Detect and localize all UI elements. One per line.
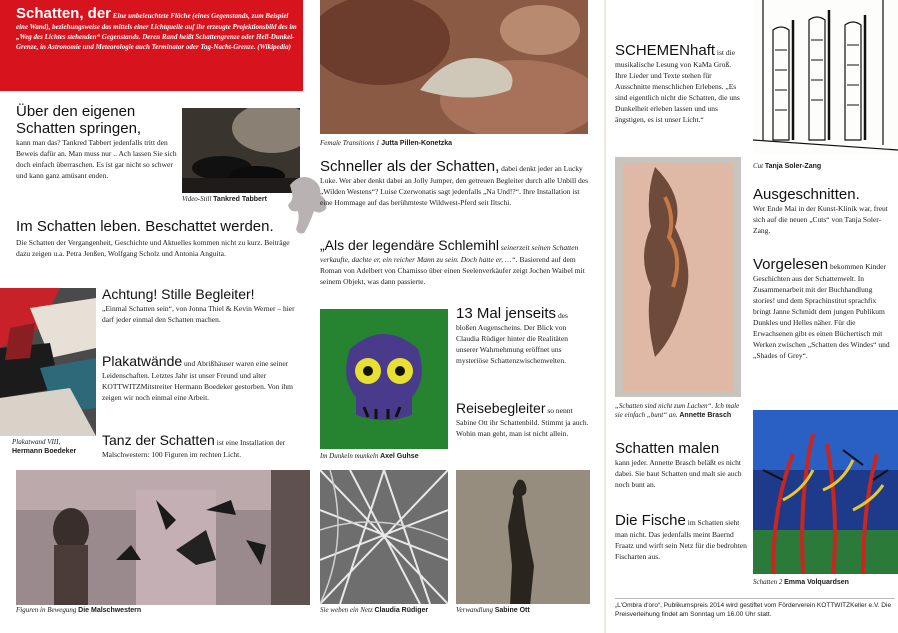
caption-italic: „Schatten sind nicht zum Lachen“. Ich male sie einfach „bunt“ an. (615, 402, 740, 419)
section-title: 13 Mal jenseits (456, 305, 557, 322)
photo-emma-volquardsen (753, 410, 898, 574)
caption-name: Tankred Tabbert (213, 196, 267, 203)
caption-volquardsen (753, 578, 898, 587)
section-die-fische (615, 512, 747, 562)
caption-italic: Plakatwand VIII, (12, 438, 61, 446)
caption-italic: Female Transitions 1 (320, 139, 380, 147)
caption-cut (753, 162, 898, 171)
section-body (753, 256, 893, 361)
cut-drawing-image (753, 0, 898, 155)
section-body (615, 512, 747, 562)
section-schemenhaft (615, 42, 743, 125)
section-vorgelesen (753, 256, 893, 361)
caption-italic: Video-Still (182, 195, 212, 203)
section-text: kann jeder. Annette Brasch beläßt es nicht dabei. Sie baut Schatten und malt sie auch noch bunt an. (615, 458, 742, 489)
section-title: SCHEMENhaft (615, 42, 716, 59)
section-body (102, 432, 302, 460)
section-text: dabei denkt jeder an Lucky Luke. Wer aber denkt dabei an Jolly Jumper, den getreuen Begleiter durch alle Unbill des „Wilden Westens“? Luise Czerwonatis sagt jedenfalls „Na Und!?“. Ihre Installation ist eine Hommage auf das berühmteste Wildwest-Pferd seit Iltschi. (320, 164, 589, 207)
section-tanz-der-schatten (102, 432, 302, 460)
section-text: Wer Ende Mai in der Kunst-Klinik war, freut sich auf die neuen „Cuts“ von Tanja Soler-Zang. (753, 204, 888, 235)
section-stille-begleiter (102, 286, 302, 325)
footer-text: „L'Ombra d'oro“, Publikumspreis 2014 wird gestiftet vom Förderverein KOTTWITZKeller e.V. Die Preisverleihung findet am Sonntag um 16.00 Uhr statt. (615, 602, 892, 618)
section-body (102, 353, 302, 403)
photo-annette-brasch (615, 157, 741, 397)
photo-malschwestern (16, 470, 310, 605)
caption-italic: Figuren in Bewegung (16, 606, 77, 614)
caption-name: Hermann Boedeker (12, 448, 77, 455)
section-title: Ausgeschnitten. (753, 186, 860, 203)
section-schneller (320, 158, 590, 208)
intro-box (0, 0, 303, 91)
painting-image (320, 0, 588, 134)
section-text: „Einmal Schatten sein“, von Jonna Thiel & Kevin Werner – hier darf jeder einmal den Schatten machen. (102, 304, 295, 324)
photo-claudia-ruediger (320, 470, 448, 604)
section-title: Achtung! Stille Begleiter! (102, 286, 255, 302)
section-title: Die Fische (615, 512, 686, 529)
section-text: bekommen Kinder Geschichten aus der Schattenwelt. In Zusammenarbeit mit der Buchhandlung stories! und dem Sprachinstitut sprachfix bringt Janne Schmidt dem jungen Publikum Dunkles und Helles näher. Für die Erwachsenen gibt es einen Büchertisch mit Werken zwischen „Schatten des Windes“ und „Shades of Grey“. (753, 262, 890, 360)
caption-name: Jutta Pillen-Konetzka (381, 140, 453, 147)
photo-sabine-ott (456, 470, 590, 604)
section-text: Die Schatten der Vergangenheit, Geschichte und Aktuelles kommen nicht zu kurz. Beiträge dazu zeigen u.a. Petra Jenßen, Wolfgang Scholz und Antonia Anguita. (16, 238, 290, 258)
section-body (456, 400, 590, 439)
intro-definition: Eine unbeleuchtete Fläche (eines Gegenstands, zum Beispiel eine Wand), beziehungsweise das mittels einer Lichtquelle auf ihr erzeugte Projektionsbild des im „Weg des Lichtes stehenden“ Gegenstands. Deren Rand heißt Schattengrenze oder Hell-Dunkel-Grenze, in Astronomie und Meteorologie auch Terminator oder Tag-Nacht-Grenze. (Wikipedia) (16, 12, 297, 51)
caption-italic: Cut (753, 162, 764, 170)
caption-italic: Im Dunkeln munkeln (320, 452, 379, 460)
section-title: Schatten malen (615, 440, 720, 457)
section-body (615, 42, 743, 125)
section-title: Schneller als der Schatten, (320, 158, 500, 175)
photo-female-transitions (320, 0, 588, 134)
caption-name: Emma Volquardsen (784, 579, 849, 586)
section-title: Tanz der Schatten (102, 432, 215, 448)
net-image (320, 470, 448, 604)
section-im-schatten-leben (16, 218, 304, 259)
installation-image (16, 470, 310, 605)
caption-brasch (615, 402, 743, 420)
section-title: Über den eigenen Schatten springen, (16, 103, 142, 137)
section-reisebegleiter (456, 400, 590, 439)
section-text: und Abrißhäuser waren eine seiner Leidenschaften. Letztes Jahr ist unser Freund und alter KOTTWITZMitstreiter Hermann Boedeker gestorben. Von ihm zeigen wir noch einmal eine Arbeit. (102, 359, 293, 402)
section-title: Vorgelesen (753, 256, 829, 273)
section-text: ist die musikalische Lesung von KaMa Groß. Ihre Lieder und Texte stehen für Ausschnitte menschlichen Erlebens. „Es sind eigentlich nicht die Schatten, die uns Dunkelheit erleben lassen und uns ängstigen, es ist unser Licht.“ (615, 48, 740, 124)
painted-shadow-image (615, 157, 741, 397)
photo-plakatwand (0, 288, 96, 436)
photo-tanja-soler-zang (753, 0, 898, 155)
caption-name: Sabine Ott (494, 607, 530, 614)
section-text: so nennt Sabine Ott ihr Schattenbild. Stimmt ja auch. Wohin man geht, man ist nicht allein. (456, 406, 589, 438)
section-body (456, 305, 590, 366)
footer-note (615, 598, 895, 619)
section-body (320, 158, 590, 208)
section-text: kann man das? Tankred Tabbert jedenfalls tritt den Beweis dafür an. Man muss nur .. Ach lassen Sie sich doch einfach überraschen. Es ist gar nicht so schwer und kann ganz amüsant enden. (16, 138, 177, 180)
caption-italic: Schatten 2 (753, 578, 783, 586)
section-italic: seinerzeit seinen Schatten verkaufte, dachte er, ein reicher Mann zu sein. Doch hatte er, …“. (320, 243, 579, 264)
section-title: Plakatwände (102, 353, 183, 369)
section-text: im Schatten sieht man nicht. Das jedenfalls meint Baernd Fraatz und wirft sein Netz für die bedrohten Fischarten aus. (615, 518, 747, 561)
caption-name: Annette Brasch (679, 412, 732, 419)
caption-plakatwand (12, 438, 102, 456)
caption-italic: Sie weben ein Netz (320, 606, 373, 614)
caption-verwandlung (456, 606, 590, 615)
skull-image (320, 309, 448, 449)
section-13-mal (456, 305, 590, 366)
page-gutter (604, 0, 606, 633)
section-schatten-malen (615, 440, 745, 490)
caption-name: Axel Guhse (380, 453, 419, 460)
caption-name: Tanja Soler-Zang (764, 163, 822, 170)
caption-netz (320, 606, 450, 615)
section-eigener-schatten (16, 103, 180, 181)
plants-painting-image (753, 410, 898, 574)
section-title: Im Schatten leben. Beschattet werden. (16, 218, 274, 235)
caption-female (320, 139, 588, 148)
section-plakatwaende (102, 353, 302, 403)
section-text: ist eine Installation der Malschwestern: 100 Figuren im rechten Licht. (102, 438, 286, 459)
section-title: „Als der legendäre Schlemihl (320, 237, 499, 253)
section-body (320, 237, 590, 287)
section-title: Reisebegleiter (456, 400, 546, 416)
section-schlemihl (320, 237, 590, 287)
section-text: Basierend auf dem Roman von Adelbert von Chamisso über einen Seelenverkäufer zeigt Jochen Waibel mit seinem Objekt, was dann passierte. (320, 255, 585, 286)
caption-name: Die Malschwestern (78, 607, 142, 614)
section-text: des bloßen Augenscheins. Der Blick von Claudia Rüdiger hinter die Realitäten unserer Wahrnehmung eröffnet uns mysteriöse Schattenzwischenwelten. (456, 311, 569, 365)
photo-axel-guhse (320, 309, 448, 449)
intro-text (16, 6, 297, 52)
caption-dunkeln (320, 452, 450, 461)
shadow-image (456, 470, 590, 604)
poster-wall-image (0, 288, 96, 436)
caption-name: Claudia Rüdiger (374, 607, 429, 614)
section-ausgeschnitten (753, 186, 893, 236)
caption-italic: Verwandlung (456, 606, 493, 614)
caption-malschwestern (16, 606, 310, 615)
intro-title: Schatten, der (16, 5, 112, 22)
